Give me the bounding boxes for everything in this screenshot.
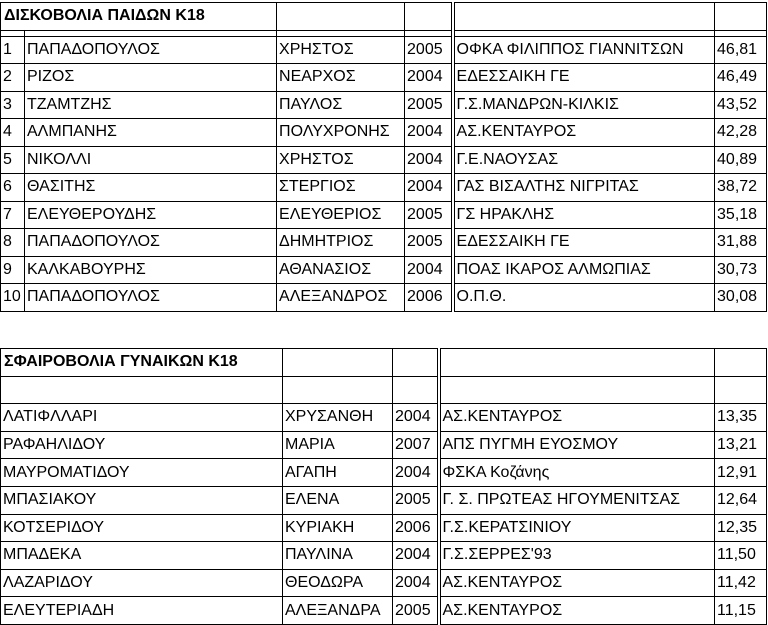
club-cell: ΓΑΣ ΒΙΣΑΛΤΗΣ ΝΙΓΡΙΤΑΣ: [453, 174, 715, 202]
first-name-cell: ΠΑΥΛΙΝΑ: [283, 542, 393, 570]
first-name-cell: ΧΡΗΣΤΟΣ: [277, 146, 405, 174]
first-name-cell: ΜΑΡΙΑ: [283, 431, 393, 459]
first-name-cell: ΔΗΜΗΤΡΙΟΣ: [277, 229, 405, 257]
table-row: [1, 404, 767, 432]
surname-cell: ΠΑΠΑΔΟΠΟΥΛΟΣ: [25, 284, 277, 312]
birth-year-cell: 2004: [405, 119, 453, 147]
section-title: ΣΦΑΙΡΟΒΟΛΙΑ ΓΥΝΑΙΚΩΝ Κ18: [1, 349, 283, 377]
surname-cell: ΡΙΖΟΣ: [25, 64, 277, 92]
table-row: [1, 91, 767, 119]
table-row: [1, 36, 767, 64]
mark-cell: 13,21: [715, 431, 767, 459]
table-row: [1, 542, 767, 570]
birth-year-cell: 2005: [405, 91, 453, 119]
club-cell: ΑΣ.ΚΕΝΤΑΥΡΟΣ: [439, 569, 715, 597]
birth-year-cell: 2004: [405, 174, 453, 202]
mark-cell: 43,52: [715, 91, 767, 119]
club-cell: ΦΣΚΑ Κοζάνης: [439, 459, 715, 487]
mark-cell: 12,35: [715, 514, 767, 542]
surname-cell: ΠΑΠΑΔΟΠΟΥΛΟΣ: [25, 36, 277, 64]
first-name-cell: ΑΛΕΞΑΝΔΡΑ: [283, 597, 393, 625]
table-row: [1, 569, 767, 597]
birth-year-cell: 2004: [393, 542, 439, 570]
header-cell-empty: [283, 349, 393, 377]
surname-cell: ΛΑΤΙΦΛΛΑΡΙ: [1, 404, 283, 432]
table-row: [1, 201, 767, 229]
table-row: [1, 514, 767, 542]
header-cell-empty: [715, 349, 767, 377]
first-name-cell: ΕΛΕΝΑ: [283, 486, 393, 514]
surname-cell: ΡΑΦΑΗΛΙΔΟΥ: [1, 431, 283, 459]
birth-year-cell: 2004: [393, 459, 439, 487]
first-name-cell: ΑΘΑΝΑΣΙΟΣ: [277, 256, 405, 284]
rank-cell: 5: [1, 146, 25, 174]
surname-cell: ΑΛΜΠΑΝΗΣ: [25, 119, 277, 147]
birth-year-cell: 2006: [405, 284, 453, 312]
surname-cell: ΚΟΤΣΕΡΙΔΟΥ: [1, 514, 283, 542]
mark-cell: 46,81: [715, 36, 767, 64]
header-cell-empty: [393, 349, 439, 377]
surname-cell: ΘΑΣΙΤΗΣ: [25, 174, 277, 202]
birth-year-cell: 2005: [405, 201, 453, 229]
mark-cell: 30,73: [715, 256, 767, 284]
mark-cell: 46,49: [715, 64, 767, 92]
mark-cell: 11,42: [715, 569, 767, 597]
table-row: [1, 486, 767, 514]
club-cell: ΑΣ.ΚΕΝΤΑΥΡΟΣ: [439, 404, 715, 432]
first-name-cell: ΚΥΡΙΑΚΗ: [283, 514, 393, 542]
birth-year-cell: 2004: [393, 569, 439, 597]
spacer-row: [1, 376, 767, 404]
club-cell: Ο.Π.Θ.: [453, 284, 715, 312]
first-name-cell: ΧΡΥΣΑΝΘΗ: [283, 404, 393, 432]
birth-year-cell: 2004: [405, 256, 453, 284]
club-cell: Γ.Σ.ΚΕΡΑΤΣΙΝΙΟΥ: [439, 514, 715, 542]
first-name-cell: ΘΕΟΔΩΡΑ: [283, 569, 393, 597]
first-name-cell: ΧΡΗΣΤΟΣ: [277, 36, 405, 64]
mark-cell: 12,91: [715, 459, 767, 487]
club-cell: Γ. Σ. ΠΡΩΤΕΑΣ ΗΓΟΥΜΕΝΙΤΣΑΣ: [439, 486, 715, 514]
discus-boys-table: [0, 2, 767, 312]
birth-year-cell: 2005: [405, 229, 453, 257]
rank-cell: 7: [1, 201, 25, 229]
club-cell: ΑΠΣ ΠΥΓΜΗ ΕΥΟΣΜΟΥ: [439, 431, 715, 459]
mark-cell: 40,89: [715, 146, 767, 174]
mark-cell: 38,72: [715, 174, 767, 202]
first-name-cell: ΣΤΕΡΓΙΟΣ: [277, 174, 405, 202]
surname-cell: ΤΖΑΜΤΖΗΣ: [25, 91, 277, 119]
club-cell: ΓΣ ΗΡΑΚΛΗΣ: [453, 201, 715, 229]
mark-cell: 11,15: [715, 597, 767, 625]
surname-cell: ΠΑΠΑΔΟΠΟΥΛΟΣ: [25, 229, 277, 257]
surname-cell: ΕΛΕΥΤΕΡΙΑΔΗ: [1, 597, 283, 625]
club-cell: ΑΣ.ΚΕΝΤΑΥΡΟΣ: [453, 119, 715, 147]
club-cell: ΑΣ.ΚΕΝΤΑΥΡΟΣ: [439, 597, 715, 625]
surname-cell: ΜΠΑΔΕΚΑ: [1, 542, 283, 570]
table-row: [1, 229, 767, 257]
first-name-cell: ΑΓΑΠΗ: [283, 459, 393, 487]
surname-cell: ΛΑΖΑΡΙΔΟΥ: [1, 569, 283, 597]
first-name-cell: ΠΑΥΛΟΣ: [277, 91, 405, 119]
surname-cell: ΝΙΚΟΛΛΙ: [25, 146, 277, 174]
rank-cell: 3: [1, 91, 25, 119]
rank-cell: 8: [1, 229, 25, 257]
rank-cell: 4: [1, 119, 25, 147]
first-name-cell: ΠΟΛΥΧΡΟΝΗΣ: [277, 119, 405, 147]
table-header-row: [1, 349, 767, 377]
table-row: [1, 459, 767, 487]
section-title: ΔΙΣΚΟΒΟΛΙΑ ΠΑΙΔΩΝ Κ18: [1, 3, 277, 31]
club-cell: ΠΟΑΣ ΙΚΑΡΟΣ ΑΛΜΩΠΙΑΣ: [453, 256, 715, 284]
shotput-women-table: [0, 348, 767, 625]
rank-cell: 2: [1, 64, 25, 92]
table-row: [1, 64, 767, 92]
first-name-cell: ΑΛΕΞΑΝΔΡΟΣ: [277, 284, 405, 312]
surname-cell: ΚΑΛΚΑΒΟΥΡΗΣ: [25, 256, 277, 284]
birth-year-cell: 2005: [405, 36, 453, 64]
first-name-cell: ΝΕΑΡΧΟΣ: [277, 64, 405, 92]
table-header-row: [1, 3, 767, 31]
mark-cell: 12,64: [715, 486, 767, 514]
birth-year-cell: 2007: [393, 431, 439, 459]
header-cell-empty: [405, 3, 453, 31]
rank-cell: 6: [1, 174, 25, 202]
header-cell-empty: [277, 3, 405, 31]
mark-cell: 42,28: [715, 119, 767, 147]
birth-year-cell: 2004: [393, 404, 439, 432]
rank-cell: 9: [1, 256, 25, 284]
club-cell: ΕΔΕΣΣΑΙΚΗ ΓΕ: [453, 229, 715, 257]
club-cell: ΟΦΚΑ ΦΙΛΙΠΠΟΣ ΓΙΑΝΝΙΤΣΩΝ: [453, 36, 715, 64]
header-cell-empty: [453, 3, 715, 31]
header-cell-empty: [439, 349, 715, 377]
rank-cell: 1: [1, 36, 25, 64]
birth-year-cell: 2006: [393, 514, 439, 542]
birth-year-cell: 2005: [393, 486, 439, 514]
first-name-cell: ΕΛΕΥΘΕΡΙΟΣ: [277, 201, 405, 229]
birth-year-cell: 2005: [393, 597, 439, 625]
club-cell: Γ.Ε.ΝΑΟΥΣΑΣ: [453, 146, 715, 174]
surname-cell: ΜΑΥΡΟΜΑΤΙΔΟΥ: [1, 459, 283, 487]
mark-cell: 35,18: [715, 201, 767, 229]
header-cell-empty: [715, 3, 767, 31]
table-row: [1, 431, 767, 459]
table-row: [1, 174, 767, 202]
club-cell: Γ.Σ.ΣΕΡΡΕΣ'93: [439, 542, 715, 570]
club-cell: Γ.Σ.ΜΑΝΔΡΩΝ-ΚΙΛΚΙΣ: [453, 91, 715, 119]
rank-cell: 10: [1, 284, 25, 312]
table-row: [1, 146, 767, 174]
surname-cell: ΜΠΑΣΙΑΚΟΥ: [1, 486, 283, 514]
surname-cell: ΕΛΕΥΘΕΡΟΥΔΗΣ: [25, 201, 277, 229]
birth-year-cell: 2004: [405, 64, 453, 92]
birth-year-cell: 2004: [405, 146, 453, 174]
mark-cell: 11,50: [715, 542, 767, 570]
mark-cell: 31,88: [715, 229, 767, 257]
club-cell: ΕΔΕΣΣΑΙΚΗ ΓΕ: [453, 64, 715, 92]
mark-cell: 30,08: [715, 284, 767, 312]
table-row: [1, 597, 767, 625]
table-row: [1, 119, 767, 147]
mark-cell: 13,35: [715, 404, 767, 432]
table-row: [1, 256, 767, 284]
table-row: [1, 284, 767, 312]
